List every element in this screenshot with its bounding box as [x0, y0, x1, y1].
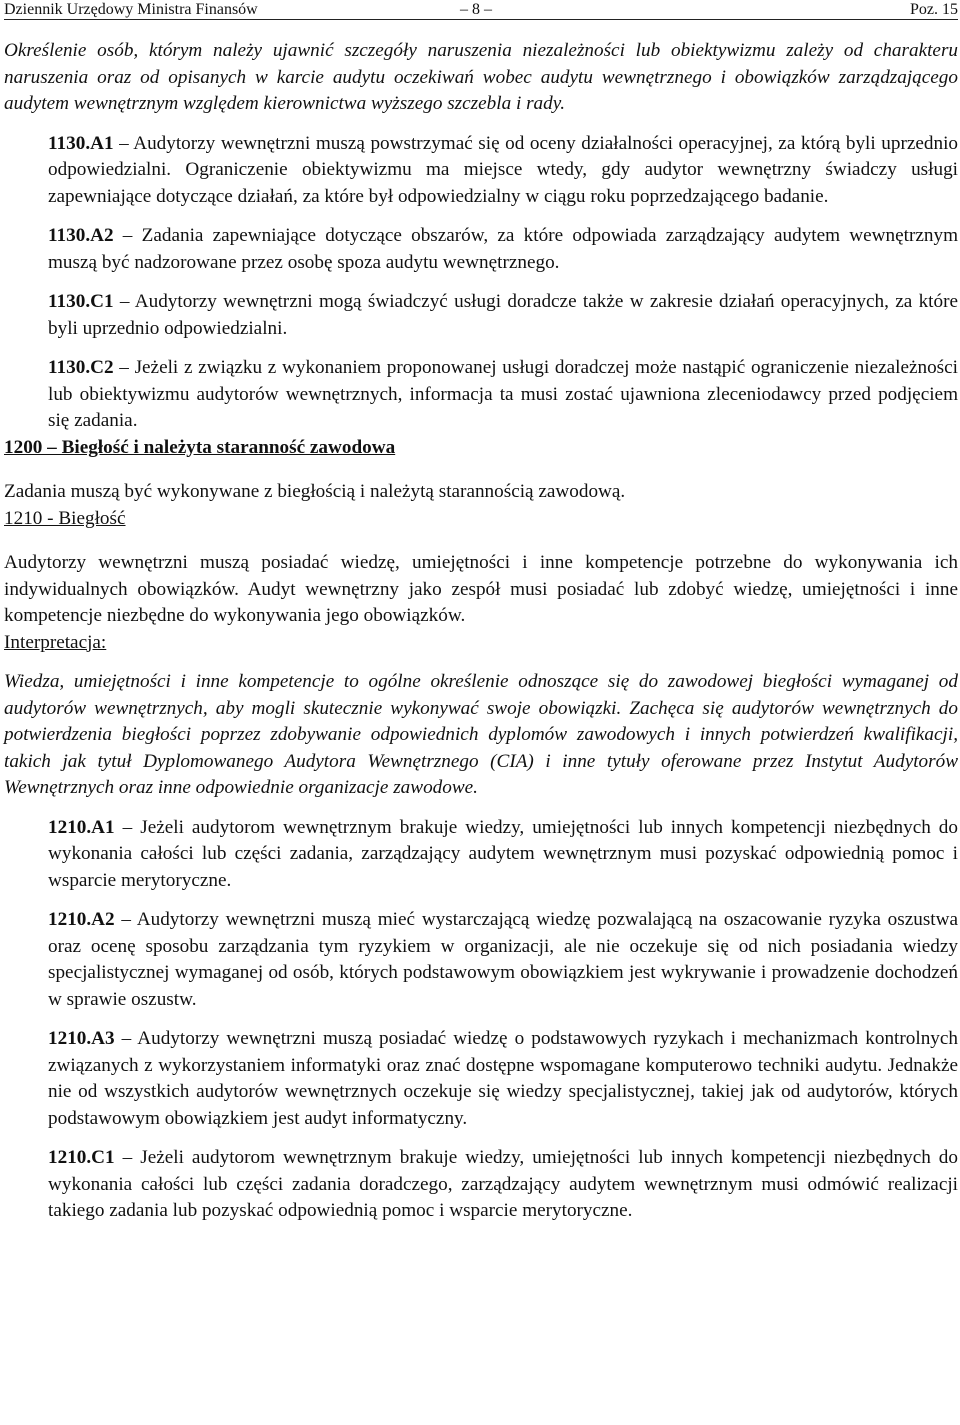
page-header	[4, 0, 958, 20]
standard-code: 1130.A1	[48, 132, 114, 154]
section-heading-1210: 1210 - Biegłość	[4, 507, 126, 529]
section-1200-text: Zadania muszą być wykonywane z biegłością i należytą starannością zawodową.	[4, 481, 626, 502]
standard-1210-a1	[4, 815, 958, 895]
standard-1210-a2	[4, 907, 958, 1013]
standard-code: 1130.A2	[48, 225, 114, 246]
standard-text: – Audytorzy wewnętrzni muszą posiadać wiedzę o podstawowych ryzykach i mechanizmach kontrolnych związanych z wykorzystaniem informatyki oraz znać dostępne wspomagane komputerowo techniki audytu. Jednakże nie od wszystkich audytorów wewnętrznych oczekuje się wiedzy specjalistycznej, takiej jak od audytorów, których podstawowym obowiązkiem jest audyt informatyczny.	[48, 1028, 958, 1129]
position-number: Poz. 15	[910, 1, 958, 18]
standard-1130-c2	[4, 355, 958, 435]
intro-paragraph: Określenie osób, którym należy ujawnić szczegóły naruszenia niezależności lub obiektywizmu zależy od charakteru naruszenia oraz od opisanych w karcie audytu oczekiwań wobec audytu wewnętrznego i obowiązków zarządzającego audytem wewnętrznym względem kierownictwa wyższego szczebla i rady.	[4, 40, 958, 114]
standard-text: – Audytorzy wewnętrzni mogą świadczyć usługi doradcze także w zakresie działań operacyjnych, za które byli uprzednio odpowiedzialni.	[48, 291, 958, 339]
interpretation-text: Wiedza, umiejętności i inne kompetencje to ogólne określenie odnoszące się do zawodowej biegłości wymaganej od audytorów wewnętrznych, aby mogli skutecznie wykonywać swoje obowiązki. Zachęca się audytorów wewnętrznych do potwierdzenia biegłości poprzez zdobywanie odpowiednich dyplomów zawodowych i innych potwierdzeń kwalifikacji, takich jak tytuł Dyplomowanego Audytora Wewnętrznego (CIA) i inne tytuły oferowane przez Instytut Audytorów Wewnętrznych oraz inne odpowiednie organizacje zawodowe.	[4, 671, 958, 798]
standard-text: – Jeżeli audytorom wewnętrznym brakuje wiedzy, umiejętności lub innych kompetencji niezbędnych do wykonania całości lub części zadania, zarządzający audytem wewnętrznym musi pozyskać odpowiednią pomoc i wsparcie merytoryczne.	[48, 816, 958, 891]
standard-text: – Audytorzy wewnętrzni muszą mieć wystarczającą wiedzę pozwalającą na oszacowanie ryzyka oszustwa oraz ocenę sposobu zarządzania tym ryzykiem w organizacji, ale nie oczekuje się od nich posiadania wiedzy specjalistycznej wymaganej od osób, których podstawowym obowiązkiem jest wykrywanie i prowadzenie dochodzeń w sprawie oszustw.	[48, 909, 958, 1010]
standard-1130-c1	[4, 289, 958, 342]
standard-code: 1210.A2	[48, 909, 115, 930]
standard-1130-a2	[4, 223, 958, 276]
standard-code: 1210.A1	[48, 816, 115, 838]
interpretation-label: Interpretacja:	[4, 631, 107, 653]
standard-code: 1210.A3	[48, 1028, 115, 1049]
page-number: – 8 –	[460, 1, 492, 18]
standard-1210-c1	[4, 1145, 958, 1225]
journal-title: Dziennik Urzędowy Ministra Finansów	[4, 1, 258, 18]
standard-text: – Audytorzy wewnętrzni muszą powstrzymać się od oceny działalności operacyjnej, za którą byli uprzednio odpowiedzialni. Ograniczenie obiektywizmu ma miejsce wtedy, gdy audytor wewnętrzny świadczy usługi zapewniające dotyczące działań, za które był odpowiedzialny w ciągu roku poprzedzającego badanie.	[48, 132, 958, 207]
standard-code: 1130.C2	[48, 357, 114, 378]
page-body	[4, 38, 958, 1225]
section-1210-text: Audytorzy wewnętrzni muszą posiadać wiedzę, umiejętności i inne kompetencje potrzebne do wykonywania ich indywidualnych obowiązków. Audyt wewnętrzny jako zespół musi posiadać lub zdobyć wiedzę, umiejętności i inne kompetencje niezbędne do wykonywania jego obowiązków.	[4, 552, 958, 626]
section-heading-1200: 1200 – Biegłość i należyta staranność zawodowa	[4, 436, 396, 458]
standard-text: – Jeżeli z związku z wykonaniem proponowanej usługi doradczej może nastąpić ograniczenie niezależności lub obiektywizmu audytorów wewnętrznych, informacja ta musi zostać ujawniona zleceniodawcy przed podjęciem się zadania.	[48, 357, 958, 431]
standard-text: – Jeżeli audytorom wewnętrznym brakuje wiedzy, umiejętności lub innych kompetencji niezbędnych do wykonania całości lub części zadania doradczego, zarządzający audytem wewnętrznym musi odmówić realizacji takiego zadania lub pozyskać odpowiednią pomoc i wsparcie merytoryczne.	[48, 1147, 958, 1221]
standard-code: 1130.C1	[48, 291, 114, 312]
standard-1210-a3	[4, 1026, 958, 1132]
standard-1130-a1	[4, 131, 958, 211]
standard-code: 1210.C1	[48, 1147, 115, 1168]
standard-text: – Zadania zapewniające dotyczące obszarów, za które odpowiada zarządzający audytem wewnętrznym muszą być nadzorowane przez osobę spoza audytu wewnętrznego.	[48, 225, 958, 273]
